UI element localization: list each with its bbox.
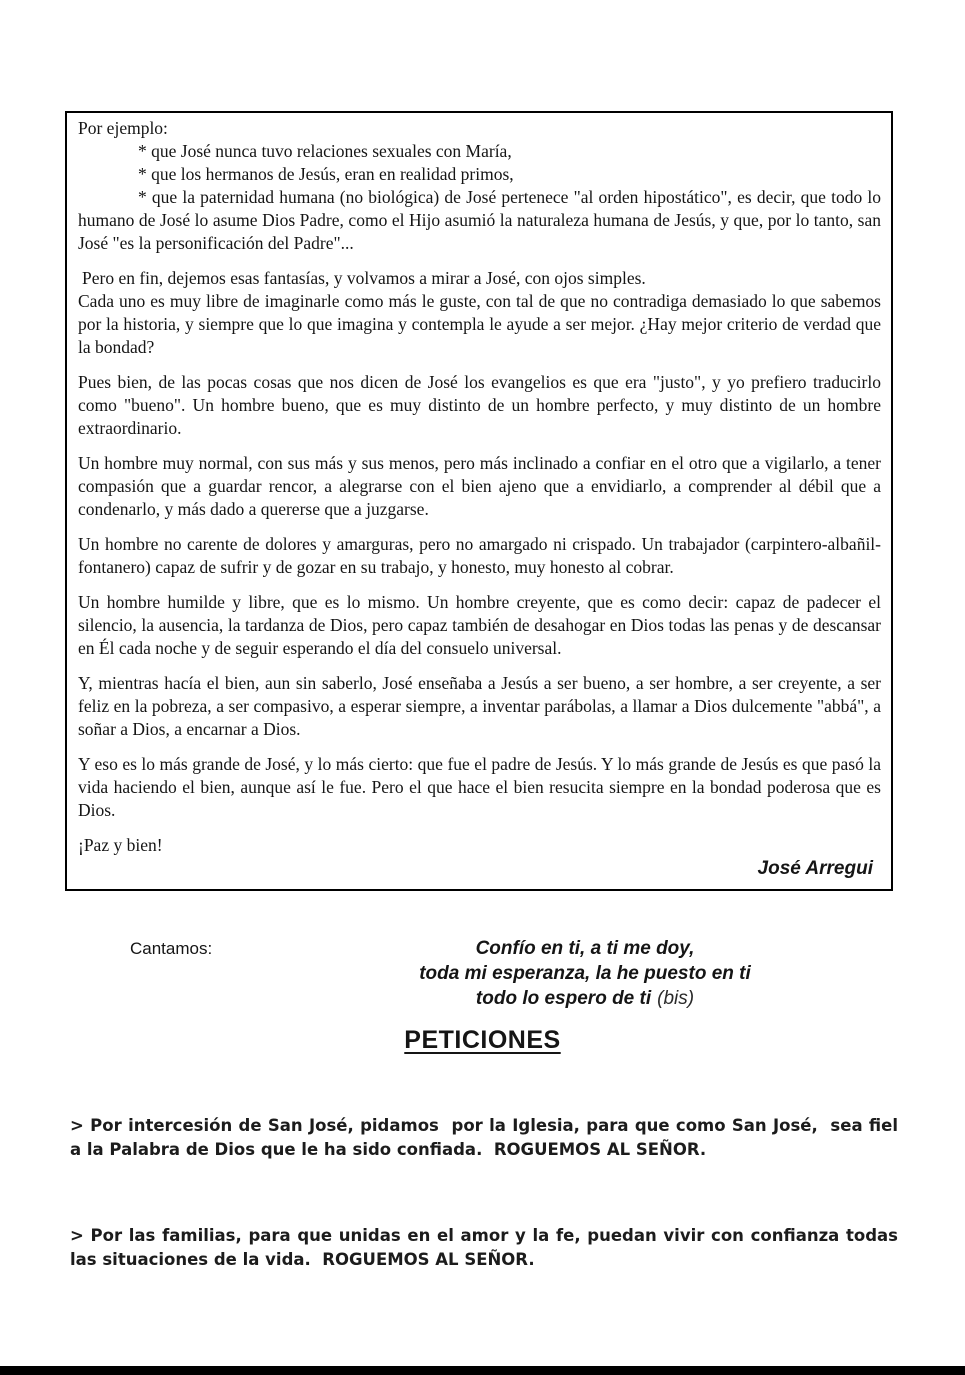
letter-paragraph-4: Un hombre muy normal, con sus más y sus menos, pero más inclinado a confiar en el otro que a vigilarlo, a tener compasión que a guardar rencor, a alegrarse con el bien ajeno que a envidiarlo, a comprender al débil que a condenarlo, y más dado a quererse que a juzgarse. (78, 453, 881, 519)
petition-item-2: > Por las familias, para que unidas en el amor y la fe, puedan vivir con confianza todas las situaciones de la vida. ROGUEMOS AL SEÑOR. (70, 1226, 904, 1269)
song-block (270, 936, 900, 1011)
letter-signature: José Arregui (757, 858, 873, 879)
letter-paragraph-8: Y eso es lo más grande de José, y lo más cierto: que fue el padre de Jesús. Y lo más grande de Jesús es que pasó la vida haciendo el bien, aunque así le fue. Pero el que hace el bien resucita siempre en la bondad poderosa que es Dios. (78, 754, 881, 820)
page-bottom-scan-bar (0, 1366, 965, 1375)
letter-paragraph-1: Pero en fin, dejemos esas fantasías, y volvamos a mirar a José, con ojos simples. (82, 268, 646, 288)
letter-bullet-3: * que la paternidad humana (no biológica) de José pertenece "al orden hipostático", es decir, que todo lo humano de José lo asume Dios Padre, como el Hijo asumió la naturaleza humana de Jesús, y que, por lo tanto, san José "es la personificación del Padre"... (78, 187, 881, 253)
letter-bullet-1: * que José nunca tuvo relaciones sexuales con María, (138, 141, 512, 161)
letter-closing: ¡Paz y bien! (78, 835, 163, 855)
letter-paragraph-3: Pues bien, de las pocas cosas que nos dicen de José los evangelios es que era "justo", y yo prefiero traducirlo como "bueno". Un hombre bueno, que es muy distinto de un hombre perfecto, y muy distinto de un hombre extraordinario. (78, 372, 881, 438)
song-line-1: Confío en ti, a ti me doy, (475, 938, 695, 959)
letter-paragraph-7: Y, mientras hacía el bien, aun sin saberlo, José enseñaba a Jesús a ser bueno, a ser hombre, a ser creyente, a ser feliz en la pobreza, a ser compasivo, a esperar siempre, a inventar parábolas, a llamar a Dios dulcemente "abbá", a soñar a Dios, a encarnar a Dios. (78, 673, 881, 739)
letter-paragraph-6: Un hombre humilde y libre, que es lo mismo. Un hombre creyente, que es como decir: capaz de padecer el silencio, la ausencia, la tardanza de Dios, pero capaz también de desahogar en Dios todas las penas y de descansar en Él cada noche y de seguir esperando el día del consuelo universal. (78, 592, 881, 658)
song-line-2: toda mi esperanza, la he puesto en ti (419, 963, 751, 984)
petition-item-1: > Por intercesión de San José, pidamos por la Iglesia, para que como San José, sea fiel a la Palabra de Dios que le ha sido confiada. ROGUEMOS AL SEÑOR. (70, 1116, 904, 1159)
petitions-heading: PETICIONES (404, 1026, 561, 1054)
letter-intro: Por ejemplo: (78, 118, 168, 138)
song-bis-note: (bis) (657, 988, 695, 1009)
petitions-list (70, 1066, 904, 1310)
letter-paragraph-5: Un hombre no carente de dolores y amarguras, pero no amargado ni crispado. Un trabajador (carpintero-albañil-fontanero) capaz de sufrir y de gozar en su trabajo, y honesto, muy honesto al cobrar. (78, 534, 881, 577)
song-line-3-main: todo lo espero de ti (475, 988, 652, 1009)
cantamos-label: Cantamos: (130, 939, 213, 958)
letter-bullet-2: * que los hermanos de Jesús, eran en realidad primos, (138, 164, 514, 184)
letter-text-box (65, 111, 893, 891)
letter-paragraph-2: Cada uno es muy libre de imaginarle como más le guste, con tal de que no contradiga demasiado lo que sabemos por la historia, y siempre que lo que imagina y contempla le ayude a ser mejor. ¿Hay mejor criterio de verdad que la bondad? (78, 291, 881, 357)
song-line-3 (270, 986, 900, 1011)
